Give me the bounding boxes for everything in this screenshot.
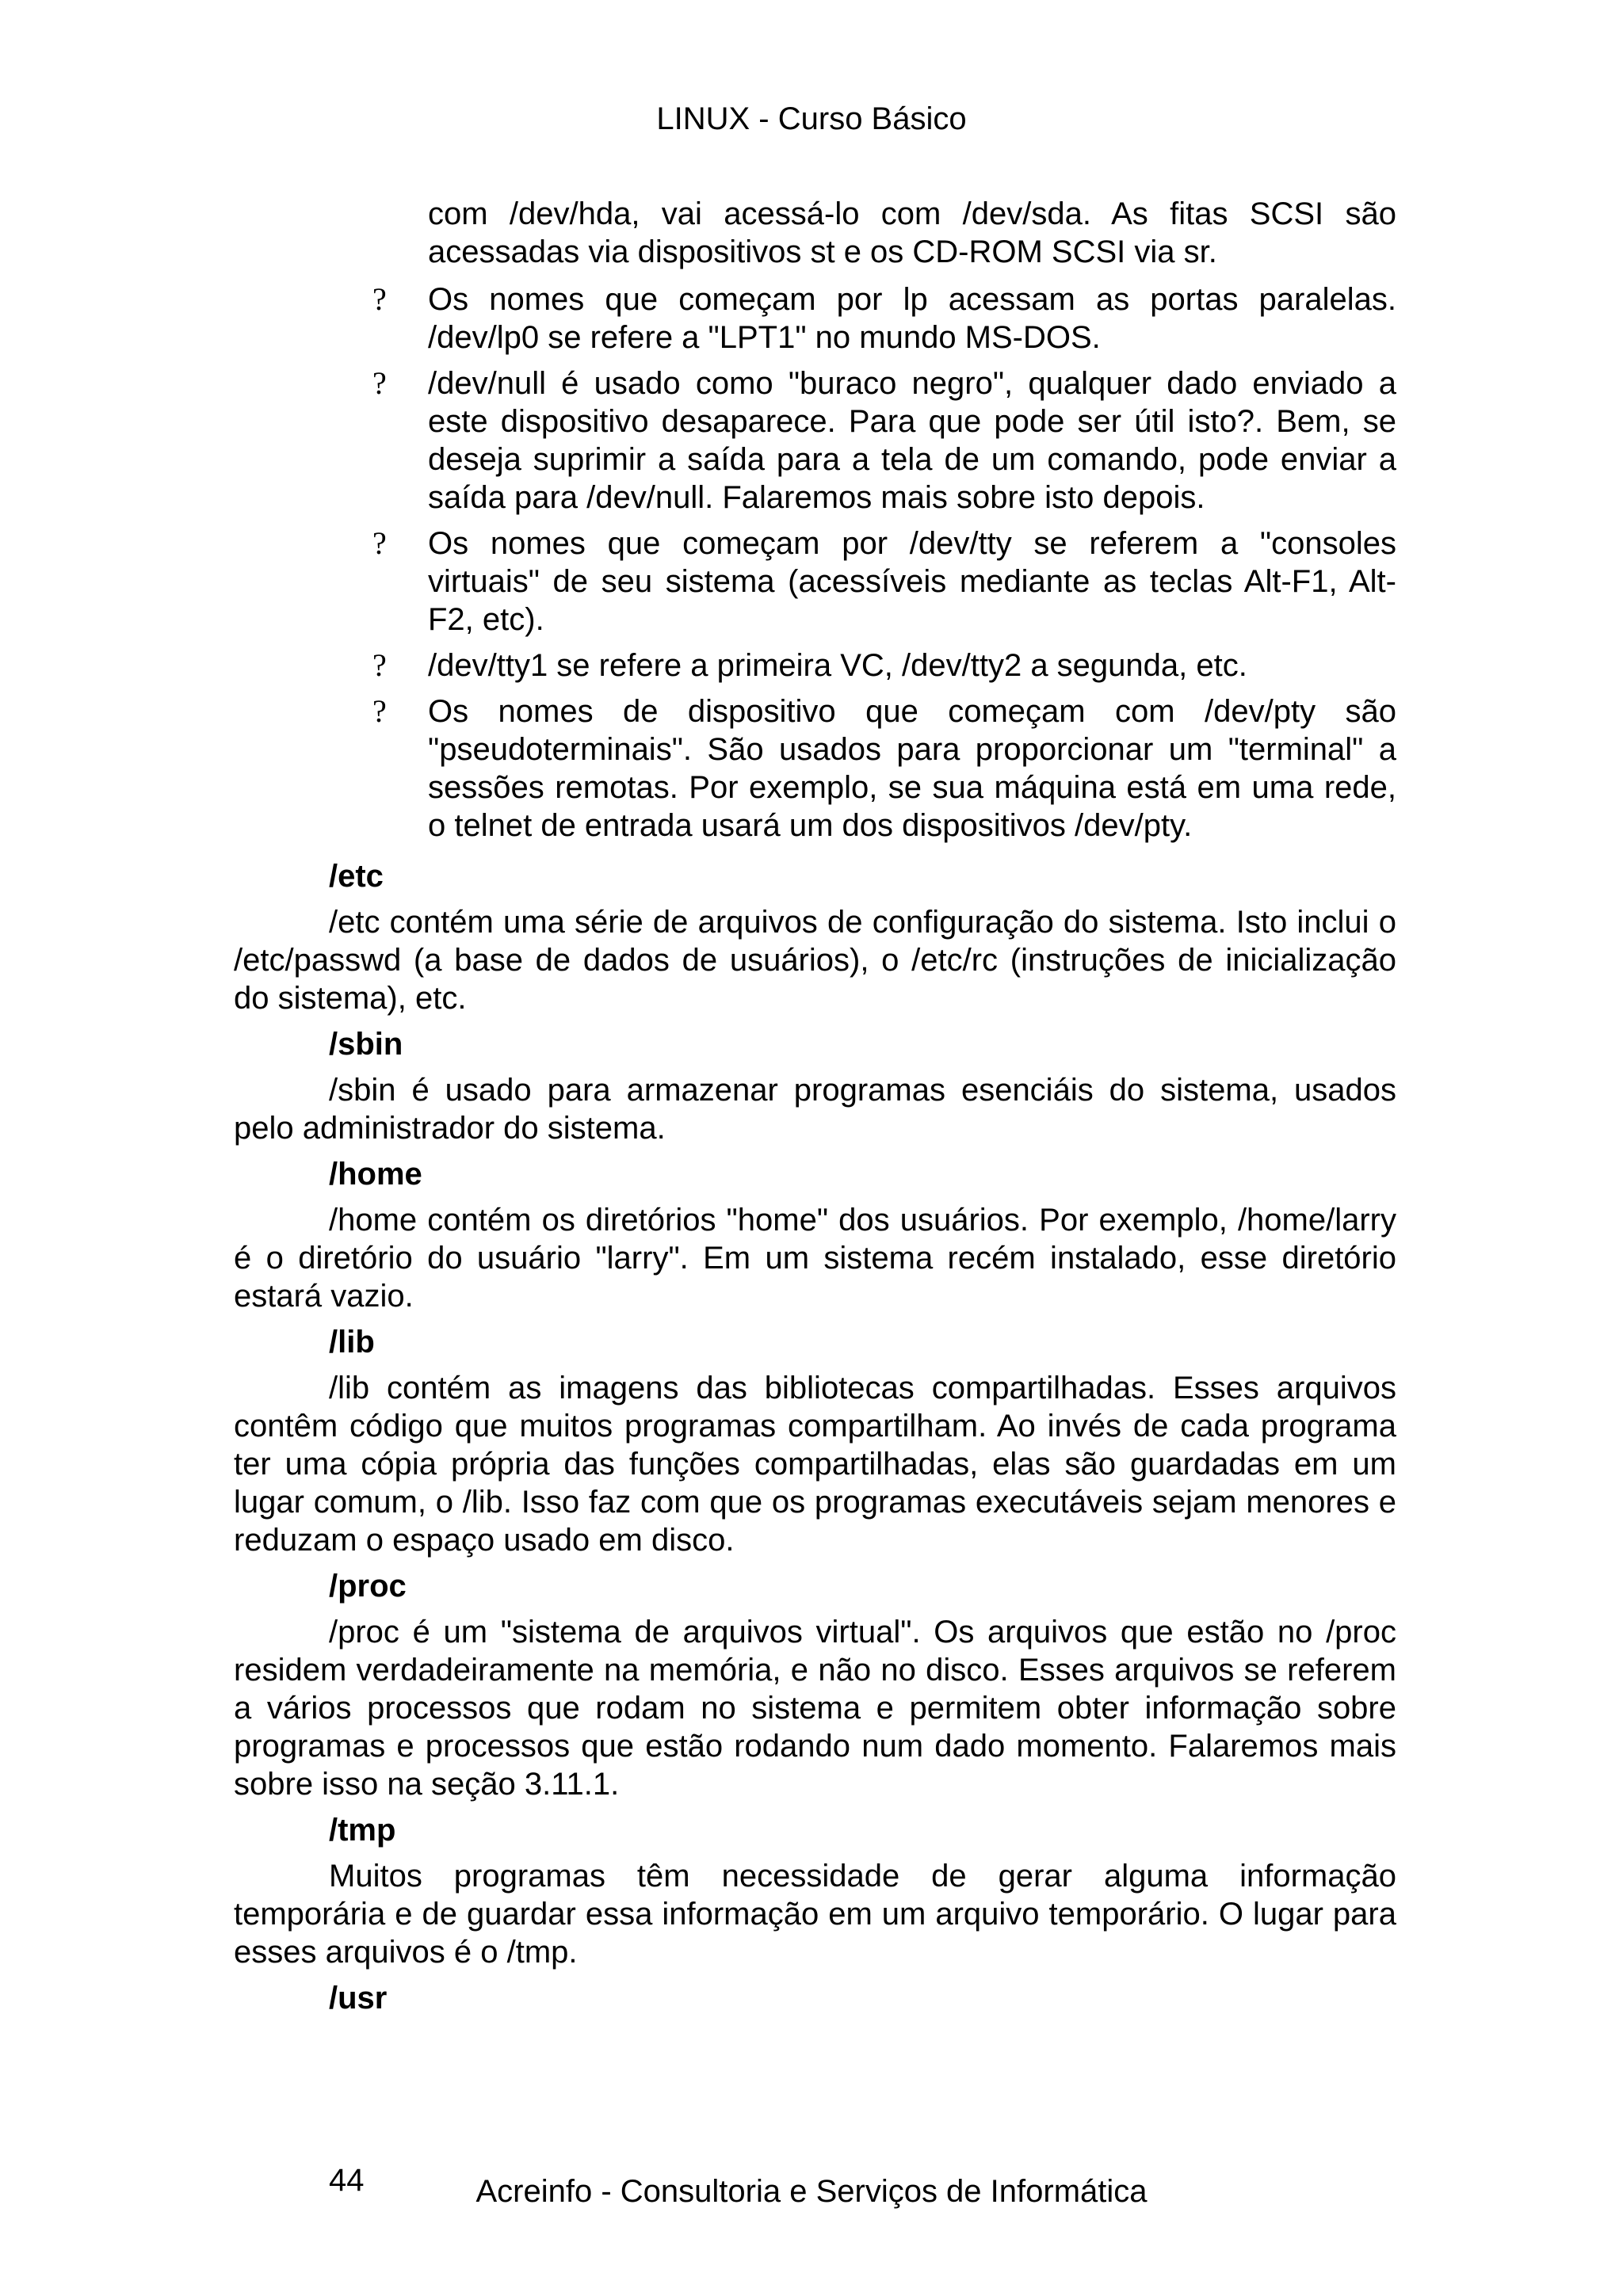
- bullet-mark: ?: [372, 693, 387, 729]
- directory-sections: [234, 857, 1396, 2025]
- list-item: [372, 692, 1396, 845]
- section-heading: /proc: [329, 1569, 407, 1604]
- bullet-mark: ?: [372, 647, 387, 683]
- device-bullet-list: [372, 280, 1396, 852]
- section-heading: /etc: [329, 859, 384, 894]
- section-tmp: [234, 1811, 1396, 1971]
- section-lib: [234, 1323, 1396, 1559]
- bullet-text: Os nomes de dispositivo que começam com /dev/pty são "pseudoterminais". São usados para proporcionar um "terminal" a sessões remotas. Por exemplo, se sua máquina está em uma rede, o telnet de entrada usará um dos dispositivos /dev/pty.: [428, 694, 1396, 843]
- section-paragraph: /proc é um "sistema de arquivos virtual". Os arquivos que estão no /proc residem verdadeiramente na memória, e não no disco. Esses arquivos se referem a vários processos que rodam no sistema e permitem obter informação sobre programas e processos que estão rodando num dado momento. Falaremos mais sobre isso na seção 3.11.1.: [234, 1615, 1396, 1802]
- section-sbin: [234, 1025, 1396, 1147]
- section-paragraph: /etc contém uma série de arquivos de configuração do sistema. Isto inclui o /etc/passwd (a base de dados de usuários), o /etc/rc (instruções de inicialização do sistema), etc.: [234, 905, 1396, 1016]
- bullet-mark: ?: [372, 365, 387, 401]
- section-paragraph: /lib contém as imagens das bibliotecas compartilhadas. Esses arquivos contêm código que muitos programas compartilham. Ao invés de cada programa ter uma cópia própria das funções compartilhadas, elas são guardadas em um lugar comum, o /lib. Isso faz com que os programas executáveis sejam menores e reduzam o espaço usado em disco.: [234, 1371, 1396, 1558]
- continuation-paragraph: com /dev/hda, vai acessá-lo com /dev/sda. As fitas SCSI são acessadas via dispositivos st e os CD-ROM SCSI via sr.: [428, 196, 1396, 269]
- section-home: [234, 1155, 1396, 1315]
- list-item: [372, 364, 1396, 517]
- list-item: [372, 646, 1396, 685]
- page-footer: Acreinfo - Consultoria e Serviços de Informática: [475, 2174, 1148, 2209]
- bullet-mark: ?: [372, 525, 387, 561]
- section-heading: /usr: [329, 1981, 388, 2016]
- section-paragraph: /home contém os diretórios "home" dos usuários. Por exemplo, /home/larry é o diretório do usuário "larry". Em um sistema recém instalado, esse diretório estará vazio.: [234, 1203, 1396, 1314]
- section-proc: [234, 1567, 1396, 1803]
- section-heading: /home: [329, 1157, 422, 1192]
- bullet-text: /dev/tty1 se refere a primeira VC, /dev/tty2 a segunda, etc.: [428, 648, 1247, 683]
- list-item: [372, 280, 1396, 357]
- page-number: 44: [329, 2163, 365, 2198]
- section-paragraph: Muitos programas têm necessidade de gerar alguma informação temporária e de guardar essa informação em um arquivo temporário. O lugar para esses arquivos é o /tmp.: [234, 1859, 1396, 1970]
- section-heading: /lib: [329, 1325, 375, 1360]
- section-paragraph: /sbin é usado para armazenar programas esenciáis do sistema, usados pelo administrador do sistema.: [234, 1073, 1396, 1146]
- bullet-text: /dev/null é usado como "buraco negro", qualquer dado enviado a este dispositivo desaparece. Para que pode ser útil isto?. Bem, se deseja suprimir a saída para a tela de um comando, pode enviar a saída para /dev/null. Falaremos mais sobre isto depois.: [428, 366, 1396, 515]
- section-etc: [234, 857, 1396, 1017]
- section-heading: /sbin: [329, 1027, 403, 1062]
- bullet-text: Os nomes que começam por /dev/tty se referem a "consoles virtuais" de seu sistema (acessíveis mediante as teclas Alt-F1, Alt-F2, etc).: [428, 526, 1396, 637]
- section-heading: /tmp: [329, 1813, 396, 1848]
- section-usr: [234, 1979, 1396, 2017]
- page-header: LINUX - Curso Básico: [656, 101, 967, 136]
- list-item: [372, 524, 1396, 639]
- bullet-mark: ?: [372, 281, 387, 317]
- bullet-text: Os nomes que começam por lp acessam as portas paralelas. /dev/lp0 se refere a "LPT1" no mundo MS-DOS.: [428, 282, 1396, 355]
